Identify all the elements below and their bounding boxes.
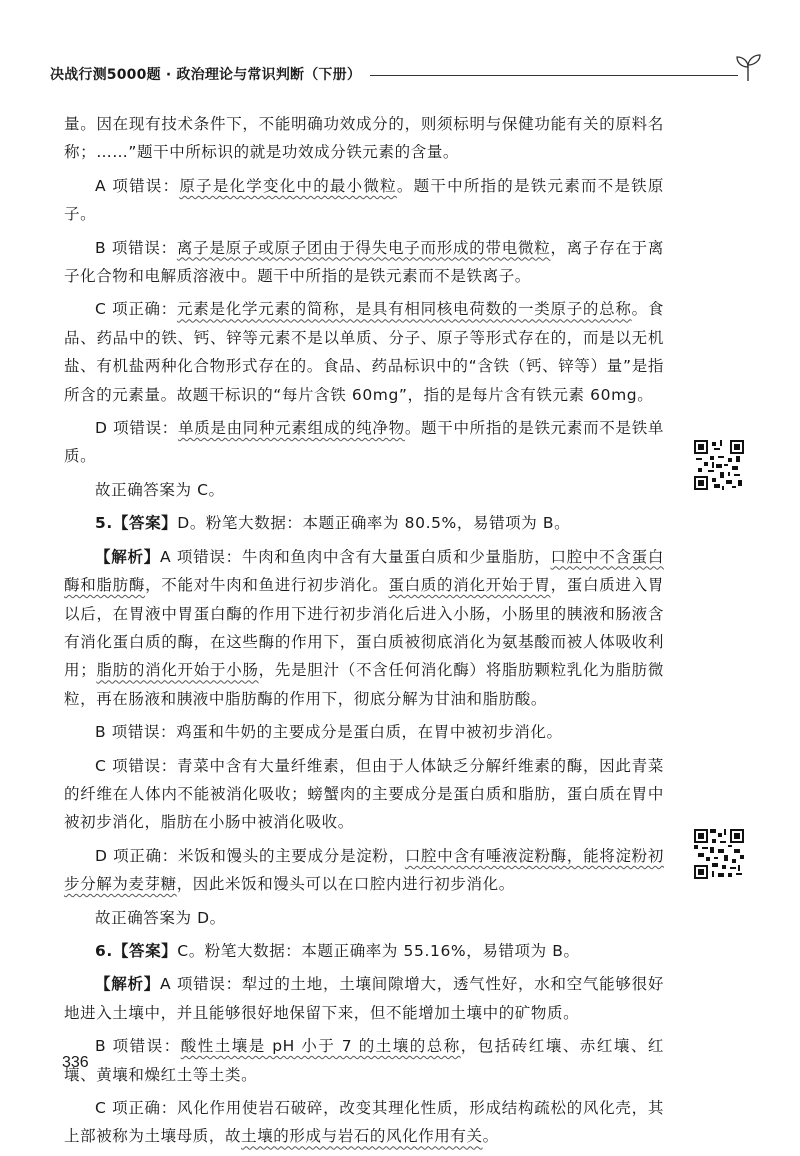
- paragraph: [64, 295, 664, 409]
- label-text: 【解析】: [95, 975, 160, 994]
- paragraph: [64, 752, 664, 837]
- label-text: 5.【答案】: [95, 514, 178, 533]
- paragraph: [64, 970, 664, 1027]
- body-text: C 项正确：风化作用使岩石破碎，改变其理化性质，形成结构疏松的风化壳，其上部被称为土壤母质，故: [64, 1099, 664, 1146]
- body-text: ，蛋白质进入胃以后，在胃液中胃蛋白酶的作用下进行初步消化后进入小肠，小肠里的胰液和肠液含有消化蛋白质的酶，在这些酶的作用下，蛋白质被彻底消化为氨基酸而被人体吸收利用；: [64, 576, 664, 680]
- body-text: D 项正确：米饭和馒头的主要成分是淀粉，: [95, 846, 405, 865]
- paragraph: [64, 842, 664, 899]
- qr-code-icon[interactable]: [694, 829, 744, 879]
- body-text: ，不能对牛肉和鱼进行初步消化。: [145, 576, 389, 595]
- body-text: D 项错误：: [95, 419, 178, 438]
- paragraph: [64, 110, 664, 167]
- page-header: [50, 52, 762, 82]
- body-text: D。粉笔大数据：本题正确率为 80.5%，易错项为 B。: [177, 514, 571, 533]
- key-point-text: 单质是由同种元素组成的纯净物: [177, 419, 405, 438]
- body-text: ，包括砖红壤、赤红壤、红壤、黄壤和燥红土等土类。: [64, 1037, 664, 1084]
- body-text: 故正确答案为 D。: [95, 908, 226, 927]
- body-text: B 项错误：: [95, 1037, 181, 1056]
- key-point-text: 脂肪的消化开始于小肠: [96, 661, 259, 680]
- paragraph: [64, 414, 664, 471]
- paragraph: [64, 1094, 664, 1151]
- qr-code-icon[interactable]: [694, 440, 744, 490]
- key-point-text: 口腔中含有唾液淀粉酶，能将淀粉初步分解为麦芽糖: [64, 846, 664, 894]
- body-text: A 项错误：: [95, 176, 180, 195]
- paragraph: [64, 904, 664, 932]
- body-text: ，先是胆汁（不含任何消化酶）将脂肪颗粒乳化为脂肪微粒，再在肠液和胰液中脂肪酶的作用下，彻底分解为甘油和脂肪酸。: [64, 661, 664, 708]
- body-text: 故正确答案为 C。: [95, 480, 225, 499]
- paragraph: [64, 937, 664, 965]
- paragraph: [64, 476, 664, 504]
- label-text: 【解析】: [95, 547, 160, 566]
- page-number: 336: [62, 1054, 89, 1071]
- sprout-icon: [734, 52, 762, 82]
- body-text: 量。因在现有技术条件下，不能明确功效成分的，则须标明与保健功能有关的原料名称；……”题干中所标识的就是功效成分铁元素的含量。: [64, 115, 664, 162]
- paragraph: [64, 509, 664, 537]
- body-text: 。题干中所指的是铁元素而不是铁单质。: [64, 419, 664, 466]
- paragraph: [64, 718, 664, 746]
- key-point-text: 土壤的形成与岩石的风化作用有关: [241, 1127, 483, 1146]
- body-text: 。: [482, 1127, 499, 1146]
- key-point-text: 口腔中不含蛋白酶和脂肪酶: [64, 547, 664, 595]
- body-text: A 项错误：犁过的土地，土壤间隙增大，透气性好，水和空气能够很好地进入土壤中，并且能够很好地保留下来，但不能增加土壤中的矿物质。: [64, 975, 665, 1022]
- body-text: 。题干中所指的是铁元素而不是铁原子。: [64, 176, 664, 224]
- paragraph: [64, 543, 664, 713]
- label-text: 6.【答案】: [95, 941, 178, 960]
- body-text: 。食品、药品中的铁、钙、锌等元素不是以单质、分子、原子等形式存在的，而是以无机盐、有机盐两种化合物形式存在的。食品、药品标识中的“含铁（钙、锌等）量”是指所含的元素量。故题干标识的“每片含铁 60mg”，指的是每片含有铁元素 60mg。: [64, 300, 664, 404]
- paragraph: [64, 172, 664, 229]
- key-point-text: 蛋白质的消化开始于胃: [388, 576, 551, 595]
- body-text: A 项错误：牛肉和鱼肉中含有大量蛋白质和少量脂肪，: [159, 547, 551, 566]
- key-point-text: 原子是化学变化中的最小微粒: [179, 176, 397, 195]
- key-point-text: 离子是原子或原子团由于得失电子而形成的带电微粒: [176, 238, 551, 257]
- body-text: B 项错误：: [95, 238, 177, 257]
- paragraph: [64, 234, 664, 291]
- paragraph: [64, 1032, 664, 1089]
- body-text: B 项错误：鸡蛋和牛奶的主要成分是蛋白质，在胃中被初步消化。: [95, 723, 563, 742]
- header-rule: [370, 75, 738, 76]
- answer-explanation-body: [64, 110, 664, 1156]
- body-text: C。粉笔大数据：本题正确率为 55.16%，易错项为 B。: [177, 941, 580, 960]
- body-text: C 项错误：青菜中含有大量纤维素，但由于人体缺乏分解纤维素的酶，因此青菜的纤维在人体内不能被消化吸收；螃蟹肉的主要成分是蛋白质和脂肪，蛋白质在胃中被初步消化，脂肪在小肠中被消化吸收。: [64, 756, 664, 832]
- body-text: ，离子存在于离子化合物和电解质溶液中。题干中所指的是铁元素而不是铁离子。: [64, 238, 664, 286]
- body-text: C 项正确：: [95, 300, 178, 319]
- key-point-text: 元素是化学元素的简称，是具有相同核电荷数的一类原子的总称: [177, 300, 632, 319]
- key-point-text: 酸性土壤是 pH 小于 7 的土壤的总称: [180, 1037, 461, 1056]
- body-text: ，因此米饭和馒头可以在口腔内进行初步消化。: [176, 875, 515, 894]
- header-title: 决战行测5000题 · 政治理论与常识判断（下册）: [50, 67, 362, 83]
